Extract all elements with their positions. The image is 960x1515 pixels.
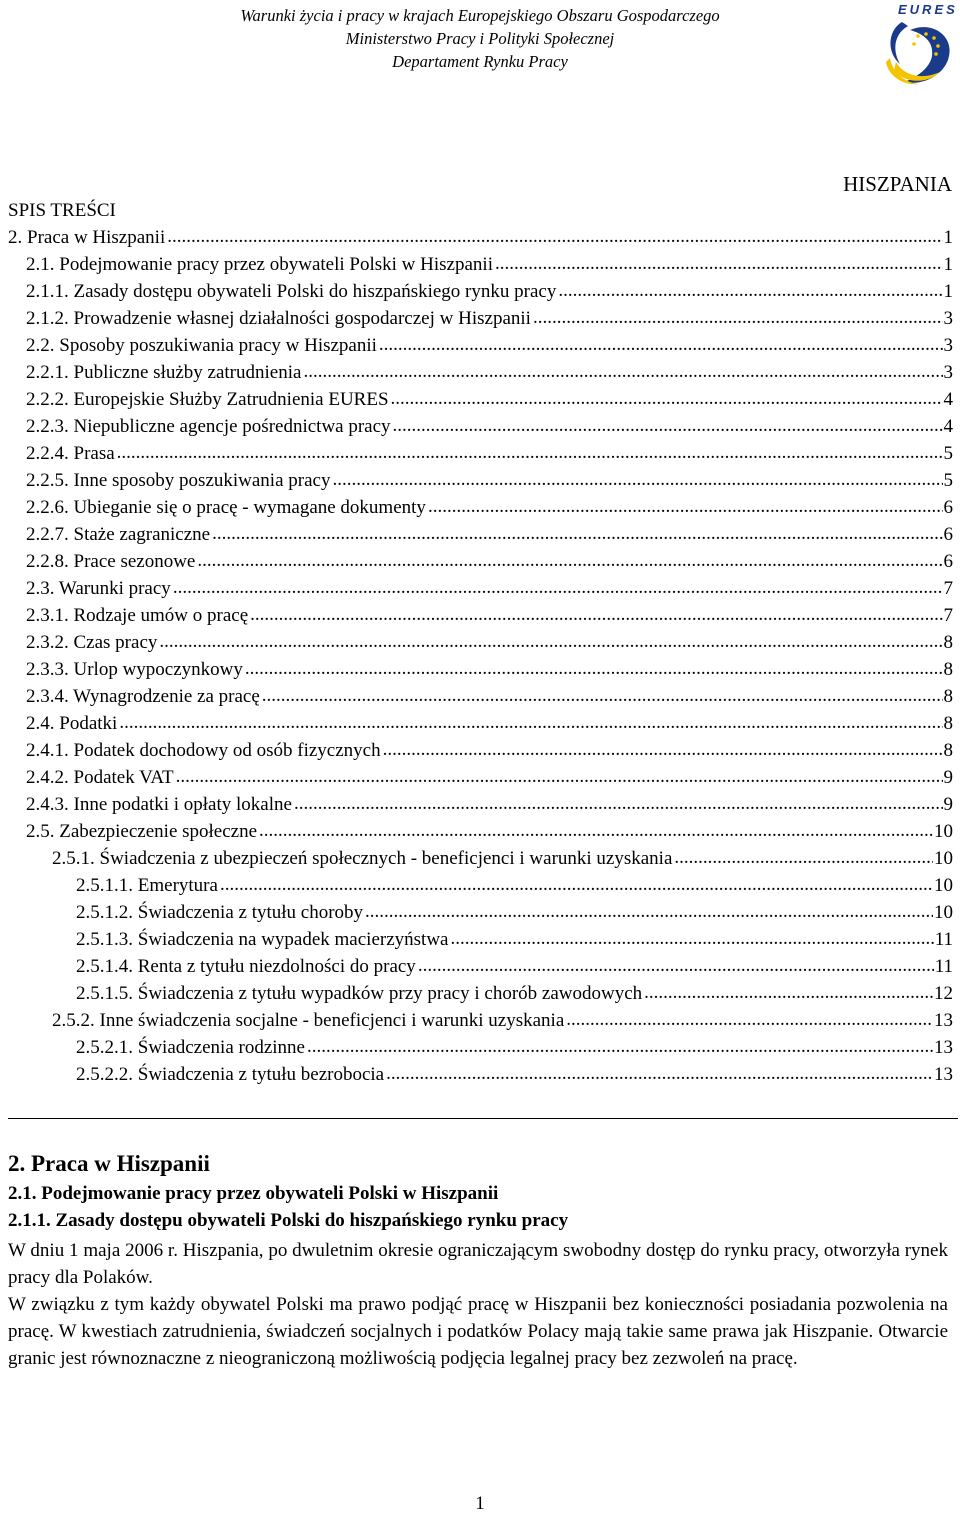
toc-dot-leader [167,226,942,248]
toc-dot-leader [644,982,933,1004]
toc-entry-text: 2.5.1. Świadczenia z ubezpieczeń społecznych - beneficjenci i warunki uzyskania [52,848,673,869]
toc-entry-text: 2.2.6. Ubieganie się o pracę - wymagane dokumenty [26,497,426,518]
toc-dot-leader [262,685,943,707]
toc-entry[interactable] [8,551,953,578]
toc-dot-leader [307,1036,933,1058]
toc-entry-text: 2.1.2. Prowadzenie własnej działalności gospodarczej w Hiszpanii [26,308,531,329]
toc-dot-leader [303,361,942,383]
toc-entry[interactable] [8,740,953,767]
toc-entry-text: 2.3. Warunki pracy [26,578,171,599]
toc-page-number: 12 [934,983,953,1004]
paragraph: W związku z tym każdy obywatel Polski ma prawo podjąć pracę w Hiszpanii bez konieczności posiadania pozwolenia na pracę. W kwestiach zatrudnienia, świadczeń socjalnych i podatków Polacy mają takie same prawa jak Hiszpanie. Otwarcie granic jest równoznaczne z nieograniczoną możliwością podjęcia legalnej pracy bez zezwoleń na pracę. [8,1294,948,1369]
toc-title: SPIS TREŚCI [8,200,116,221]
divider [8,1118,958,1119]
toc-page-number: 6 [943,551,953,572]
toc-entry[interactable] [8,227,953,254]
toc-dot-leader [294,793,943,815]
toc-entry[interactable] [8,335,953,362]
toc-entry[interactable] [8,659,953,686]
toc-entry[interactable] [8,902,953,929]
toc-page-number: 13 [934,1064,953,1085]
toc-entry-text: 2.2.7. Staże zagraniczne [26,524,211,545]
toc-dot-leader [393,415,943,437]
toc-entry[interactable] [8,308,953,335]
toc-dot-leader [558,280,942,302]
toc-entry-text: 2.5.2.1. Świadczenia rodzinne [76,1037,305,1058]
toc-entry[interactable] [8,875,953,902]
toc-entry[interactable] [8,443,953,470]
toc-dot-leader [159,631,942,653]
toc-dot-leader [379,334,943,356]
page-number: 1 [475,1493,485,1514]
toc-entry[interactable] [8,983,953,1010]
toc-entry-text: 2.1. Podejmowanie pracy przez obywateli Polski w Hiszpanii [26,254,493,275]
toc-dot-leader [566,1009,933,1031]
toc-entry[interactable] [8,254,953,281]
toc-entry-text: 2.5.1.4. Renta z tytułu niezdolności do pracy [76,956,416,977]
toc-dot-leader [533,307,943,329]
toc-entry-text: 2.5.1.2. Świadczenia z tytułu choroby [76,902,364,923]
document-header [160,4,800,73]
toc-entry-text: 2.3.1. Rodzaje umów o pracę [26,605,249,626]
toc-entry[interactable] [8,713,953,740]
toc-entry-text: 2. Praca w Hiszpanii [8,227,166,248]
toc-entry-text: 2.2.8. Prace sezonowe [26,551,196,572]
toc-entry-text: 2.2.1. Publiczne służby zatrudnienia [26,362,302,383]
toc-page-number: 4 [943,416,953,437]
toc-entry-text: 2.2. Sposoby poszukiwania pracy w Hiszpanii [26,335,377,356]
header-line-1: Warunki życia i pracy w krajach Europejskiego Obszaru Gospodarczego [240,6,720,25]
toc-entry[interactable] [8,767,953,794]
table-of-contents [8,227,953,1091]
toc-entry[interactable] [8,524,953,551]
toc-entry[interactable] [8,1064,953,1091]
toc-entry-text: 2.4.1. Podatek dochodowy od osób fizycznych [26,740,381,761]
toc-entry-text: 2.5.1.5. Świadczenia z tytułu wypadków przy pracy i chorób zawodowych [76,983,643,1004]
toc-page-number: 7 [943,578,953,599]
toc-dot-leader [418,955,934,977]
toc-entry-text: 2.3.4. Wynagrodzenie za pracę [26,686,260,707]
toc-page-number: 5 [943,443,953,464]
toc-entry-text: 2.2.3. Niepubliczne agencje pośrednictwa pracy [26,416,391,437]
toc-page-number: 8 [943,632,953,653]
toc-entry-text: 2.2.4. Prasa [26,443,115,464]
country-label: HISZPANIA [843,172,952,196]
toc-entry-text: 2.4.3. Inne podatki i opłaty lokalne [26,794,292,815]
toc-entry[interactable] [8,362,953,389]
toc-entry-text: 2.4.2. Podatek VAT [26,767,174,788]
toc-page-number: 9 [943,794,953,815]
toc-dot-leader [197,550,942,572]
toc-page-number: 1 [943,281,953,302]
toc-entry-text: 2.1.1. Zasady dostępu obywateli Polski do hiszpańskiego rynku pracy [26,281,557,302]
toc-page-number: 11 [934,929,953,950]
toc-entry-text: 2.5.1.3. Świadczenia na wypadek macierzyństwa [76,929,449,950]
toc-dot-leader [365,901,933,923]
toc-page-number: 6 [943,524,953,545]
paragraph: W dniu 1 maja 2006 r. Hiszpania, po dwuletnim okresie ograniczającym swobodny dostęp do rynku pracy, otworzyła rynek pracy dla Polaków. [8,1240,948,1288]
toc-dot-leader [117,442,943,464]
section-body [8,1237,948,1372]
toc-dot-leader [674,847,933,869]
toc-page-number: 8 [943,740,953,761]
toc-page-number: 13 [934,1037,953,1058]
toc-page-number: 3 [943,362,953,383]
section-heading-1: 2. Praca w Hiszpanii [8,1151,210,1176]
toc-page-number: 8 [943,686,953,707]
toc-dot-leader [450,928,933,950]
toc-entry-text: 2.2.5. Inne sposoby poszukiwania pracy [26,470,331,491]
toc-entry[interactable] [8,389,953,416]
toc-page-number: 10 [934,875,953,896]
toc-entry-text: 2.5.2.2. Świadczenia z tytułu bezrobocia [76,1064,385,1085]
toc-entry-text: 2.5. Zabezpieczenie społeczne [26,821,258,842]
toc-dot-leader [428,496,943,518]
toc-entry[interactable] [8,821,953,848]
toc-page-number: 11 [934,956,953,977]
toc-entry[interactable] [8,605,953,632]
toc-entry[interactable] [8,470,953,497]
section-heading-3: 2.1.1. Zasady dostępu obywateli Polski do hiszpańskiego rynku pracy [8,1210,569,1231]
toc-entry-text: 2.3.3. Urlop wypoczynkowy [26,659,243,680]
logo-text: EURES [898,2,958,17]
toc-dot-leader [391,388,943,410]
toc-page-number: 8 [943,713,953,734]
toc-dot-leader [119,712,942,734]
toc-entry[interactable] [8,1037,953,1064]
toc-entry[interactable] [8,416,953,443]
toc-entry[interactable] [8,497,953,524]
toc-entry[interactable] [8,281,953,308]
toc-dot-leader [173,577,943,599]
toc-entry[interactable] [8,848,953,875]
toc-page-number: 7 [943,605,953,626]
toc-entry[interactable] [8,956,953,983]
toc-entry-text: 2.4. Podatki [26,713,118,734]
toc-page-number: 5 [943,470,953,491]
toc-dot-leader [245,658,943,680]
toc-page-number: 9 [943,767,953,788]
toc-entry[interactable] [8,794,953,821]
toc-dot-leader [332,469,942,491]
toc-page-number: 6 [943,497,953,518]
toc-page-number: 1 [943,254,953,275]
toc-dot-leader [212,523,942,545]
toc-page-number: 4 [943,389,953,410]
toc-entry-text: 2.3.2. Czas pracy [26,632,158,653]
toc-page-number: 1 [943,227,953,248]
header-line-3: Departament Rynku Pracy [392,52,568,71]
toc-page-number: 3 [943,335,953,356]
toc-entry-text: 2.2.2. Europejskie Służby Zatrudnienia EURES [26,389,389,410]
toc-dot-leader [386,1063,933,1085]
toc-entry[interactable] [8,686,953,713]
header-line-2: Ministerstwo Pracy i Polityki Społecznej [345,29,615,48]
toc-page-number: 10 [934,902,953,923]
toc-dot-leader [259,820,933,842]
toc-page-number: 13 [934,1010,953,1031]
eures-logo-icon [882,0,960,92]
toc-dot-leader [383,739,943,761]
toc-dot-leader [250,604,942,626]
toc-page-number: 8 [943,659,953,680]
section-heading-2: 2.1. Podejmowanie pracy przez obywateli Polski w Hiszpanii [8,1183,499,1204]
toc-entry-text: 2.5.1.1. Emerytura [76,875,218,896]
toc-page-number: 10 [934,821,953,842]
toc-page-number: 3 [943,308,953,329]
toc-dot-leader [495,253,943,275]
toc-dot-leader [176,766,943,788]
toc-entry[interactable] [8,578,953,605]
toc-entry-text: 2.5.2. Inne świadczenia socjalne - beneficjenci i warunki uzyskania [52,1010,565,1031]
toc-entry[interactable] [8,1010,953,1037]
toc-entry[interactable] [8,929,953,956]
toc-page-number: 10 [934,848,953,869]
toc-dot-leader [220,874,933,896]
toc-entry[interactable] [8,632,953,659]
